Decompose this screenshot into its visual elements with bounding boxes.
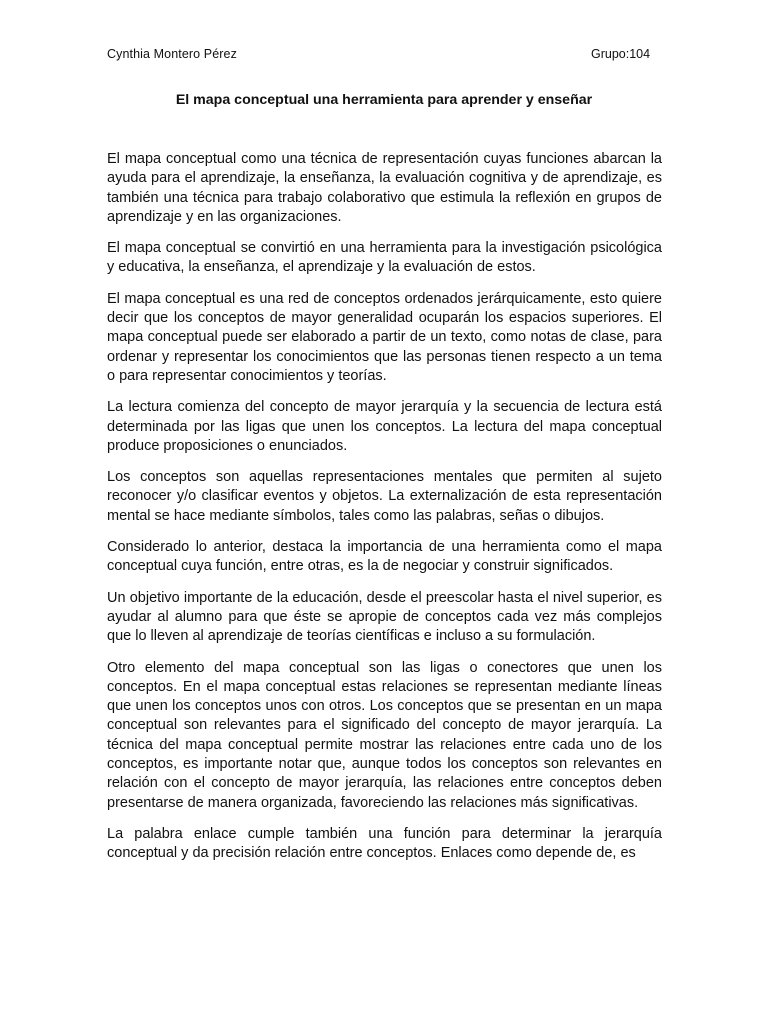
paragraph: Un objetivo importante de la educación, desde el preescolar hasta el nivel superior, es ayudar al alumno para que éste se apropie de conceptos cada vez más complejos que lo lleven al aprendizaje de teorías científicas e incluso a su formulación. [107, 589, 662, 645]
paragraph: La palabra enlace cumple también una función para determinar la jerarquía conceptual y da precisión relación entre conceptos. Enlaces como depende de, es [107, 825, 662, 862]
paragraph: La lectura comienza del concepto de mayor jerarquía y la secuencia de lectura está determinada por las ligas que unen los conceptos. La lectura del mapa conceptual produce proposiciones o enunciados. [107, 399, 662, 454]
paragraph: El mapa conceptual se convirtió en una herramienta para la investigación psicológica y educativa, la enseñanza, el aprendizaje y la evaluación de estos. [107, 240, 662, 276]
document-title: El mapa conceptual una herramienta para aprender y enseñar [175, 92, 593, 108]
paragraph: Los conceptos son aquellas representaciones mentales que permiten al sujeto reconocer y/o clasificar eventos y objetos. La externalización de esta representación mental se hace mediante símbolos, tales como las palabras, señas o dibujos. [107, 469, 662, 524]
paragraph: Considerado lo anterior, destaca la importancia de una herramienta como el mapa conceptual cuya función, entre otras, es la de negociar y construir significados. [107, 539, 662, 575]
group-label: Grupo:104 [591, 47, 651, 61]
author-name: Cynthia Montero Pérez [107, 47, 237, 61]
paragraph: El mapa conceptual como una técnica de representación cuyas funciones abarcan la ayuda para el aprendizaje, la enseñanza, la evaluación cognitiva y de aprendizaje, es también una técnica para trabajo colaborativo que estimula la reflexión en grupos de aprendizaje y en las organizaciones. [107, 151, 662, 225]
paragraph: El mapa conceptual es una red de conceptos ordenados jerárquicamente, esto quiere decir que los conceptos de mayor generalidad ocuparán los espacios superiores. El mapa conceptual puede ser elaborado a partir de un texto, como notas de clase, para ordenar y representar los conocimientos que las personas tienen respecto a un tema o para representar conocimientos y teorías. [107, 290, 662, 384]
paragraph: Otro elemento del mapa conceptual son las ligas o conectores que unen los conceptos. En el mapa conceptual estas relaciones se representan mediante líneas que unen los conceptos unos con otros. Los conceptos que se presentan en un mapa conceptual son relevantes para el significado del concepto de mayor jerarquía. La técnica del mapa conceptual permite mostrar las relaciones entre cada uno de los conceptos, es importante notar que, aunque todos los conceptos son relevantes en relación con el concepto de mayor jerarquía, las relaciones entre conceptos deben presentarse de manera organizada, favoreciendo las relaciones más significativas. [107, 659, 662, 811]
document-body [107, 150, 662, 876]
